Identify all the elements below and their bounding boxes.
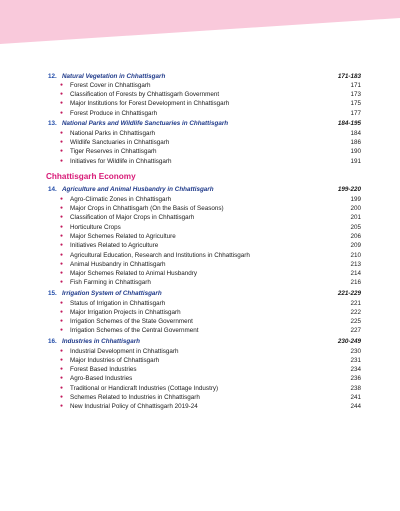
bullet-icon: ● <box>60 279 64 286</box>
chapter-number: 14. <box>48 186 57 194</box>
bullet-icon: ● <box>60 318 64 325</box>
toc-item-title: Major Schemes Related to Animal Husbandry <box>70 270 198 278</box>
toc-item-page: 210 <box>350 251 361 259</box>
toc-item <box>0 195 400 204</box>
toc-item-title: Agro-Climatic Zones in Chhattisgarh <box>70 195 172 203</box>
toc-item <box>0 232 400 241</box>
toc-item <box>0 204 400 213</box>
toc-item <box>0 109 400 118</box>
bullet-icon: ● <box>60 356 64 363</box>
toc-item-title: Fish Farming in Chhattisgarh <box>70 279 151 287</box>
toc-item-page: 213 <box>350 260 361 268</box>
toc-item-title: Irrigation Schemes of the Central Government <box>70 327 199 335</box>
toc-item <box>0 326 400 335</box>
toc-item-page: 201 <box>350 214 361 222</box>
bullet-icon: ● <box>60 157 64 164</box>
toc-item-page: 171 <box>350 81 361 89</box>
toc-item <box>0 308 400 317</box>
toc-item-title: Classification of Major Crops in Chhattisgarh <box>70 214 195 222</box>
toc-item <box>0 260 400 269</box>
toc-item <box>0 374 400 383</box>
toc-item <box>0 356 400 365</box>
toc-item-page: 186 <box>350 139 361 147</box>
toc-item <box>0 99 400 108</box>
bullet-icon: ● <box>60 394 64 400</box>
chapter-number: 13. <box>48 120 57 128</box>
bullet-icon: ● <box>60 384 64 391</box>
chapter-page-range: 184-195 <box>337 120 361 128</box>
toc-item-page: 241 <box>350 394 361 401</box>
toc-item-title: Status of Irrigation in Chhattisgarh <box>70 299 166 307</box>
toc-item-title: Irrigation Schemes of the State Government <box>70 318 193 326</box>
toc-item-title: Classification of Forests by Chhattisgarh Government <box>70 91 220 99</box>
bullet-icon: ● <box>60 308 64 315</box>
toc-item-page: 221 <box>350 299 361 307</box>
toc-item <box>0 393 400 402</box>
bullet-icon: ● <box>60 366 64 373</box>
toc-item-title: Agro-Based Industries <box>70 375 133 383</box>
toc-item-title: National Parks in Chhattisgarh <box>70 129 156 137</box>
chapter-title: Irrigation System of Chhattisgarh <box>62 290 162 298</box>
toc-item <box>0 384 400 393</box>
toc-item-page: 222 <box>350 308 361 316</box>
toc-item <box>0 317 400 326</box>
bullet-icon: ● <box>60 100 64 107</box>
toc-item <box>0 90 400 99</box>
toc-item-title: Tiger Reserves in Chhattisgarh <box>70 148 157 156</box>
toc-item <box>0 157 400 166</box>
toc-item <box>0 138 400 147</box>
chapter-title: Agriculture and Animal Husbandry in Chhattisgarh <box>62 186 214 194</box>
toc-item-title: Industrial Development in Chhattisgarh <box>70 347 179 355</box>
chapter-heading <box>0 337 400 346</box>
toc-item-page: 238 <box>350 384 361 392</box>
toc-item-page: 236 <box>350 375 361 383</box>
toc-item-title: Wildlife Sanctuaries in Chhattisgarh <box>70 139 170 147</box>
toc-item-title: Agricultural Education, Research and Institutions in Chhattisgarh <box>70 251 250 259</box>
toc-item <box>0 251 400 260</box>
toc-item <box>0 278 400 287</box>
bullet-icon: ● <box>60 251 64 258</box>
chapter-heading <box>0 289 400 298</box>
toc-item-page: 227 <box>350 327 361 335</box>
toc-item-title: Major Irrigation Projects in Chhattisgarh <box>70 308 181 316</box>
toc-item-page: 214 <box>350 270 361 278</box>
toc-item-page: 230 <box>350 347 361 355</box>
toc-item-title: Major Industries of Chhattisgarh <box>70 356 160 364</box>
toc-item-page: 205 <box>350 223 361 231</box>
bullet-icon: ● <box>60 148 64 155</box>
toc-item <box>0 347 400 356</box>
chapter-title: Natural Vegetation in Chhattisgarh <box>62 72 166 80</box>
bullet-icon: ● <box>60 223 64 230</box>
chapter-number: 16. <box>48 338 57 346</box>
toc-item <box>0 299 400 308</box>
chapter-heading <box>0 119 400 128</box>
bullet-icon: ● <box>60 129 64 136</box>
toc-item-title: Schemes Related to Industries in Chhattisgarh <box>70 394 200 401</box>
chapter-page-range: 221-229 <box>337 290 361 298</box>
chapter-page-range: 199-220 <box>337 186 361 194</box>
toc-item-title: Initiatives Related to Agriculture <box>70 242 159 250</box>
toc-item-page: 199 <box>350 195 361 203</box>
toc-item-page: 216 <box>350 279 361 287</box>
bullet-icon: ● <box>60 403 64 410</box>
bullet-icon: ● <box>60 270 64 277</box>
toc-item-title: Forest Produce in Chhattisgarh <box>70 109 158 117</box>
toc-item-page: 184 <box>350 129 361 137</box>
toc-item-page: 191 <box>350 157 361 165</box>
table-of-contents <box>0 70 400 412</box>
toc-item-title: Forest Cover in Chhattisgarh <box>70 81 151 89</box>
toc-item-title: Traditional or Handicraft Industries (Cottage Industry) <box>70 384 219 392</box>
header-banner <box>0 0 400 44</box>
toc-item <box>0 402 400 411</box>
toc-item-title: Major Crops in Chhattisgarh (On the Basis of Seasons) <box>70 205 224 213</box>
chapter-number: 12. <box>48 72 57 80</box>
toc-item <box>0 269 400 278</box>
bullet-icon: ● <box>60 139 64 146</box>
toc-item-page: 234 <box>350 366 361 374</box>
toc-item <box>0 223 400 232</box>
chapter-number: 15. <box>48 290 57 298</box>
chapter-title: Industries in Chhattisgarh <box>62 338 141 346</box>
toc-item <box>0 147 400 156</box>
chapter-title: National Parks and Wildlife Sanctuaries in Chhattisgarh <box>62 120 229 128</box>
toc-item-page: 244 <box>350 403 361 411</box>
toc-item-page: 200 <box>350 205 361 213</box>
toc-item <box>0 213 400 222</box>
toc-item <box>0 129 400 138</box>
bullet-icon: ● <box>60 347 64 354</box>
bullet-icon: ● <box>60 232 64 239</box>
toc-item-title: Major Institutions for Forest Development in Chhattisgarh <box>70 100 230 108</box>
chapter-page-range: 230-249 <box>337 338 361 346</box>
toc-item-title: Initiatives for Wildlife in Chhattisgarh <box>70 157 172 165</box>
toc-item-title: Major Schemes Related to Agriculture <box>70 232 176 240</box>
toc-item <box>0 241 400 250</box>
section-title: Chhattisgarh Economy <box>46 171 136 181</box>
toc-item-page: 190 <box>350 148 361 156</box>
toc-item-page: 206 <box>350 232 361 240</box>
bullet-icon: ● <box>60 242 64 249</box>
bullet-icon: ● <box>60 81 64 88</box>
toc-item-page: 225 <box>350 318 361 326</box>
toc-item-page: 173 <box>350 91 361 99</box>
chapter-heading <box>0 72 400 81</box>
section-heading <box>0 170 400 184</box>
bullet-icon: ● <box>60 109 64 116</box>
bullet-icon: ● <box>60 195 64 202</box>
toc-item-title: Animal Husbandry in Chhattisgarh <box>70 260 166 268</box>
bullet-icon: ● <box>60 260 64 267</box>
chapter-heading <box>0 185 400 194</box>
toc-item-title: New Industrial Policy of Chhattisgarh 2019-24 <box>70 403 198 411</box>
bullet-icon: ● <box>60 214 64 221</box>
bullet-icon: ● <box>60 327 64 334</box>
toc-item-page: 231 <box>350 356 361 364</box>
chapter-page-range: 171-183 <box>337 72 361 80</box>
toc-item-title: Forest Based Industries <box>70 366 137 374</box>
bullet-icon: ● <box>60 91 64 98</box>
toc-item-title: Horticulture Crops <box>70 223 121 231</box>
toc-item-page: 209 <box>350 242 361 250</box>
toc-item-page: 175 <box>350 100 361 108</box>
bullet-icon: ● <box>60 375 64 382</box>
bullet-icon: ● <box>60 299 64 306</box>
toc-item <box>0 365 400 374</box>
toc-item-page: 177 <box>350 109 361 117</box>
toc-item <box>0 81 400 90</box>
bullet-icon: ● <box>60 205 64 212</box>
